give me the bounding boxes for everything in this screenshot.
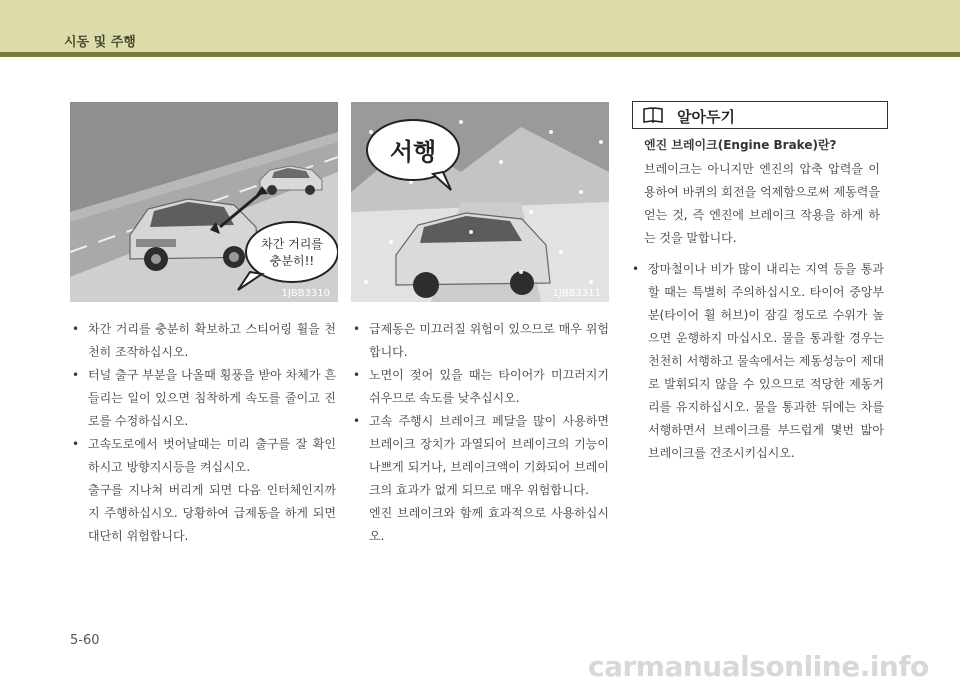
note-body: 브레이크는 아니지만 엔진의 압축 압력을 이용하여 바퀴의 회전을 억제함으로써 제동력을 얻는 것, 즉 엔진에 브레이크 작용을 하게 하는 것을 말합니다. <box>644 162 880 245</box>
bubble-text-2: 충분히!! <box>269 254 315 268</box>
section-title: 시동 및 주행 <box>64 35 136 50</box>
header-rule <box>0 52 960 57</box>
bullet-text: 엔진 브레이크와 함께 효과적으로 사용하십시오. <box>369 506 609 543</box>
bullet-text: 출구를 지나쳐 버리게 되면 다음 인터체인지까지 주행하십시오. 당황하여 급제동을 하게 되면 대단히 위험합니다. <box>88 483 336 543</box>
bullet-text: • 고속 주행시 브레이크 페달을 많이 사용하면 브레이크 장치가 과열되어 브레이크의 기능이 나쁘게 되거나, 브레이크액이 기화되어 브레이크의 효과가 없게 되므로 매우 위험합니다. <box>369 414 609 497</box>
page-number: 5-60 <box>70 633 100 648</box>
bullet-text: • 고속도로에서 벗어날때는 미리 출구를 잘 확인 하시고 방향지시등을 켜십시오. <box>88 437 336 474</box>
bullet-item <box>630 258 884 465</box>
figure-code: 1JBB3310 <box>281 288 330 299</box>
bullet-item <box>351 410 609 548</box>
column2-bullets <box>351 318 609 548</box>
figure-code: 1JBB3311 <box>552 288 601 299</box>
watermark: carmanualsonline.info <box>588 650 929 683</box>
header-band <box>0 0 960 52</box>
note-title: 알아두기 <box>677 108 735 126</box>
note-subtitle: 엔진 브레이크(Engine Brake)란? <box>644 138 837 152</box>
figure-following-distance <box>70 102 338 302</box>
illustration-snow-car <box>351 102 609 302</box>
bubble-text-1: 차간 거리를 <box>261 237 323 251</box>
column1-bullets <box>70 318 336 548</box>
bullet-text: • 장마철이나 비가 많이 내리는 지역 등을 통과할 때는 특별히 주의하십시오. 타이어 중앙부분(타이어 휠 허브)이 잠길 정도로 수위가 높으면 운행하지 마십시오. 물을 통과할 경우는 천천히 서행하고 물속에서는 제동성능이 제대로 발휘되지 않을 수 있으므로 적당한 제동거리를 유지하십시오. 물을 통과한 뒤에는 차를 서행하면서 브레이크를 부드럽게 몇번 밟아 브레이크를 건조시키십시오. <box>648 262 884 460</box>
bullet-text: • 급제동은 미끄러질 위험이 있으므로 매우 위험합니다. <box>369 322 609 359</box>
column3-bullets <box>630 258 884 465</box>
bullet-item <box>70 364 336 433</box>
bullet-text: • 터널 출구 부분을 나올때 횡풍을 받아 차체가 흔들리는 일이 있으면 침착하게 속도를 줄이고 진로를 수정하십시오. <box>88 368 336 428</box>
book-icon <box>643 106 663 124</box>
bubble-text: 서행 <box>389 138 437 166</box>
note-header <box>632 101 888 129</box>
figure-slow-driving <box>351 102 609 302</box>
bullet-text: • 노면이 젖어 있을 때는 타이어가 미끄러지기 쉬우므로 속도를 낮추십시오. <box>369 368 609 405</box>
bullet-item <box>351 318 609 364</box>
bullet-text: • 차간 거리를 충분히 확보하고 스티어링 휠을 천천히 조작하십시오. <box>88 322 336 359</box>
illustration-two-cars <box>70 102 338 302</box>
bullet-item <box>70 318 336 364</box>
bullet-item <box>351 364 609 410</box>
bullet-item <box>70 433 336 548</box>
